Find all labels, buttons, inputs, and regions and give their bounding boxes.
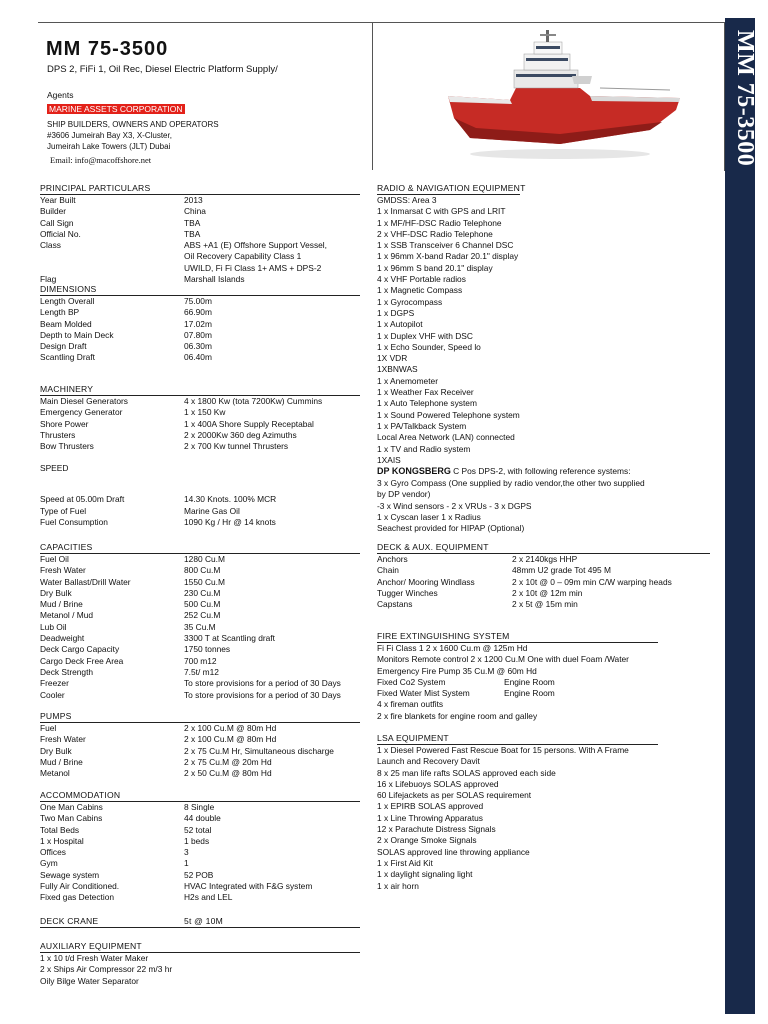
spec-label: Bow Thrusters (40, 441, 94, 452)
fire-extinguishing-section (377, 631, 710, 722)
spec-value: ABS +A1 (E) Offshore Support Vessel, (184, 240, 327, 251)
section-heading: ACCOMMODATION (40, 790, 360, 802)
spec-row (40, 263, 360, 274)
spec-label: Fixed Water Mist System (377, 688, 470, 699)
kongsberg-text: C Pos DPS-2, with following reference systems: (450, 466, 631, 477)
agent-email: Email: info@macoffshore.net (50, 155, 152, 165)
spec-value: 3300 T at Scantling draft (184, 633, 275, 644)
list-item: 1 x Weather Fax Receiver (377, 387, 474, 398)
spec-row (40, 352, 360, 363)
accommodation-rows (40, 802, 360, 904)
radio-navigation-section (377, 183, 710, 535)
spec-value: 66.90m (184, 307, 212, 318)
deck-crane-value: 5t @ 10M (184, 916, 223, 926)
spec-row (40, 802, 360, 813)
principal-particulars-section (40, 183, 360, 285)
list-item: 1 x Inmarsat C with GPS and LRIT (377, 206, 506, 217)
list-item: 1 x Cyscan laser 1 x Radius (377, 512, 481, 523)
spec-row (40, 319, 360, 330)
spec-row (40, 441, 360, 452)
deck-aux-section (377, 542, 710, 610)
spec-row (40, 746, 360, 757)
list-item: 2 x fire blankets for engine room and galley (377, 710, 538, 721)
spec-label: Thrusters (40, 429, 76, 440)
spec-row (40, 195, 360, 206)
section-heading: RADIO & NAVIGATION EQUIPMENT (377, 183, 526, 193)
spec-row (40, 240, 360, 251)
spec-value: 06.30m (184, 341, 212, 352)
spec-row (40, 565, 360, 576)
spec-label: Mud / Brine (40, 756, 83, 767)
spec-value: 1 (184, 858, 189, 869)
spec-label: Water Ballast/Drill Water (40, 576, 131, 587)
spec-row (40, 656, 360, 667)
spec-value: 2 x 10t @ 0 – 09m min C/W warping heads (512, 576, 672, 587)
spec-label: Mud / Brine (40, 599, 83, 610)
spec-label: Call Sign (40, 217, 74, 228)
spec-label: Metanol (40, 768, 70, 779)
list-item: -3 x Wind sensors - 2 x VRUs - 3 x DGPS (377, 500, 532, 511)
spec-label: Builder (40, 206, 67, 217)
spec-row (40, 667, 360, 678)
spec-value: TBA (184, 228, 201, 239)
spec-value: To store provisions for a period of 30 Days (184, 678, 341, 689)
spec-label: Deck Strength (40, 666, 94, 677)
spec-value: 8 Single (184, 802, 215, 812)
spec-value: 1 x 400A Shore Supply Receptabal (184, 418, 314, 429)
section-heading: CAPACITIES (40, 542, 360, 554)
spec-row (40, 768, 360, 779)
spec-value: H2s and LEL (184, 892, 233, 903)
spec-row (40, 723, 360, 734)
spec-label: Official No. (40, 228, 81, 239)
list-item: GMDSS: Area 3 (377, 195, 437, 205)
spec-label: Fully Air Conditioned. (40, 881, 120, 892)
capacities-section (40, 542, 360, 701)
spec-label: Metanol / Mud (40, 610, 94, 621)
spec-row (377, 577, 710, 588)
spec-label: Length Overall (40, 296, 95, 306)
list-item: 1 x Auto Telephone system (377, 398, 477, 409)
list-item: SOLAS approved line throwing appliance (377, 846, 530, 857)
spec-value: 52 total (184, 824, 212, 835)
spec-label: Main Diesel Generators (40, 396, 128, 406)
spec-row (40, 599, 360, 610)
list-item: Oily Bilge Water Separator (40, 975, 139, 986)
spec-value: 2 x 700 Kw tunnel Thrusters (184, 441, 289, 452)
spec-label: Lub Oil (40, 621, 67, 632)
spec-label (40, 263, 184, 274)
spec-row (40, 622, 360, 633)
document-subtitle: DPS 2, FiFi 1, Oil Rec, Diesel Electric Platform Supply/ (47, 64, 278, 75)
spec-value: 7.5t/ m12 (184, 666, 219, 677)
spec-row (377, 554, 710, 565)
spec-value: 44 double (184, 813, 221, 824)
agent-company-name: MARINE ASSETS CORPORATION (49, 104, 183, 114)
spec-value: 3 (184, 847, 189, 858)
section-heading: MACHINERY (40, 384, 360, 396)
spec-value: 2 x 75 Cu.M Hr, Simultaneous discharge (184, 745, 334, 756)
spec-row (377, 599, 710, 610)
section-heading: LSA EQUIPMENT (377, 733, 658, 745)
spec-value: 2 x 75 Cu.M @ 20m Hd (184, 756, 272, 767)
spec-row (40, 296, 360, 307)
spec-row (40, 825, 360, 836)
spec-label: Beam Molded (40, 318, 92, 329)
list-item: 2 x Orange Smoke Signals (377, 835, 477, 846)
section-heading: DECK & AUX. EQUIPMENT (377, 542, 710, 554)
spec-row (40, 229, 360, 240)
spec-value: 1280 Cu.M (184, 554, 225, 564)
spec-row (40, 881, 360, 892)
spec-value: 2 x 10t @ 12m min (512, 587, 583, 598)
spec-label: Speed at 05.00m Draft (40, 494, 125, 505)
spec-row (40, 396, 360, 407)
spec-label: Anchors (377, 554, 408, 564)
spec-value: 07.80m (184, 329, 212, 340)
list-item: by DP vendor) (377, 489, 431, 500)
list-item: 1 x Line Throwing Apparatus (377, 812, 483, 823)
fire-items (377, 643, 710, 677)
kongsberg-label: DP KONGSBERG (377, 466, 451, 477)
spec-row (40, 858, 360, 869)
list-item: 1 x Duplex VHF with DSC (377, 330, 473, 341)
spec-value: 17.02m (184, 318, 212, 329)
pumps-section (40, 711, 360, 779)
list-item: 3 x Gyro Compass (One supplied by radio vendor,the other two supplied (377, 478, 645, 489)
accommodation-section (40, 790, 360, 904)
spec-value: 14.30 Knots. 100% MCR (184, 494, 277, 505)
ship-illustration (440, 26, 690, 162)
spec-value: 75.00m (184, 296, 212, 306)
list-item: 1 x Gyrocompass (377, 296, 443, 307)
spec-value: China (184, 206, 206, 217)
spec-label: Type of Fuel (40, 505, 87, 516)
spec-label: Two Man Cabins (40, 813, 103, 824)
list-item: 1XBNWAS (377, 364, 418, 375)
spec-label: Fresh Water (40, 734, 86, 745)
auxiliary-items (40, 953, 360, 987)
spec-label: Fuel Oil (40, 554, 69, 564)
spec-row (40, 633, 360, 644)
section-heading: SPEED (40, 463, 69, 473)
list-item: 60 Lifejackets as per SOLAS requirement (377, 790, 532, 801)
spec-label: Fuel Consumption (40, 516, 108, 527)
spec-value: 4 x 1800 Kw (tota 7200Kw) Cummins (184, 396, 323, 406)
spec-row (40, 218, 360, 229)
list-item: 8 x 25 man life rafts SOLAS approved each side (377, 767, 556, 778)
list-item: 12 x Parachute Distress Signals (377, 824, 496, 835)
spec-value: 52 POB (184, 869, 214, 880)
list-item: 1 x Echo Sounder, Speed lo (377, 341, 481, 352)
spec-label: Dry Bulk (40, 745, 72, 756)
kongsberg-line (377, 466, 710, 478)
dimensions-rows (40, 296, 360, 364)
list-item: 2 x Ships Air Compressor 22 m/3 hr (40, 964, 173, 975)
spec-row (40, 251, 360, 262)
spec-value: 2 x 2000Kw 360 deg Azimuths (184, 429, 297, 440)
list-item: 1 x DGPS (377, 307, 415, 318)
spec-row (40, 577, 360, 588)
spec-value: Engine Room (504, 676, 555, 687)
section-heading: PRINCIPAL PARTICULARS (40, 183, 360, 195)
speed-section (40, 463, 360, 528)
spec-label: Depth to Main Deck (40, 329, 114, 340)
spec-row (40, 870, 360, 881)
spec-label: Cargo Deck Free Area (40, 655, 124, 666)
list-item: 1 x First Aid Kit (377, 857, 433, 868)
spec-value: Oil Recovery Capability Class 1 (184, 251, 302, 262)
spec-row (40, 734, 360, 745)
lsa-items (377, 745, 710, 892)
machinery-rows (40, 396, 360, 452)
spec-value: 500 Cu.M (184, 599, 221, 610)
spec-value: 1090 Kg / Hr @ 14 knots (184, 516, 276, 527)
spec-label: Chain (377, 565, 399, 576)
spec-row (40, 554, 360, 565)
spec-value: Marine Gas Oil (184, 505, 240, 516)
list-item: 1X VDR (377, 353, 408, 364)
list-item: 1 x daylight signaling light (377, 869, 473, 880)
spec-value: TBA (184, 217, 201, 228)
list-item: 1 x Autopilot (377, 319, 423, 330)
section-heading: FIRE EXTINGUISHING SYSTEM (377, 631, 658, 643)
list-item: 1 x EPIRB SOLAS approved (377, 801, 484, 812)
deck-crane-label: DECK CRANE (40, 916, 99, 926)
spec-row (40, 588, 360, 599)
spec-row (40, 644, 360, 655)
spec-value: 2 x 100 Cu.M @ 80m Hd (184, 723, 277, 733)
spec-value: 2 x 5t @ 15m min (512, 599, 578, 610)
list-item: 1 x 96mm X-band Radar 20.1" display (377, 251, 519, 262)
spec-label: Shore Power (40, 418, 89, 429)
deck-crane-section (40, 916, 360, 928)
spec-value: 06.40m (184, 352, 212, 363)
list-item: 1 x SSB Transceiver 6 Channel DSC (377, 240, 514, 251)
spec-label: Deadweight (40, 633, 85, 644)
list-item: 4 x VHF Portable radios (377, 274, 466, 285)
document-title: MM 75-3500 (46, 38, 169, 60)
spec-row (40, 517, 360, 528)
spec-label: Freezer (40, 678, 69, 689)
spec-row (40, 757, 360, 768)
spec-label (40, 251, 184, 262)
list-item: 1 x Diesel Powered Fast Rescue Boat for 15 persons. With A Frame (377, 745, 629, 755)
spec-row (377, 688, 710, 699)
spec-row (40, 892, 360, 903)
spec-label: Class (40, 240, 61, 251)
list-item: Fi Fi Class 1 2 x 1600 Cu.m @ 125m Hd (377, 643, 528, 653)
spec-value: Engine Room (504, 688, 555, 699)
spec-row (40, 206, 360, 217)
spec-label: Deck Cargo Capacity (40, 644, 120, 655)
spec-row (40, 330, 360, 341)
spec-row (377, 565, 710, 576)
spec-value: 1 beds (184, 835, 210, 846)
spec-label: Gym (40, 858, 58, 869)
spec-row (377, 588, 710, 599)
spec-label: Design Draft (40, 341, 87, 352)
list-item: 2 x VHF-DSC Radio Telephone (377, 228, 493, 239)
list-item: 1 x Magnetic Compass (377, 285, 463, 296)
spec-label: Sewage system (40, 869, 100, 880)
deck-crane-row (40, 916, 360, 928)
spec-value: 2 x 2140kgs HHP (512, 554, 578, 564)
fire-items-extra (377, 699, 710, 722)
section-heading: PUMPS (40, 711, 360, 723)
spec-label: Capstans (377, 599, 413, 610)
spec-label: One Man Cabins (40, 802, 103, 812)
fire-rows (377, 677, 710, 700)
spec-label: Fresh Water (40, 565, 86, 576)
spec-label: Fixed Co2 System (377, 676, 446, 687)
spec-row (40, 494, 360, 505)
spec-label: Fixed gas Detection (40, 892, 115, 903)
spec-row (40, 690, 360, 701)
speed-rows (40, 494, 360, 528)
auxiliary-section (40, 941, 360, 987)
section-heading: DIMENSIONS (40, 284, 360, 296)
spec-row (40, 419, 360, 430)
spec-row (40, 610, 360, 621)
agents-label: Agents (47, 90, 74, 100)
lsa-equipment-section (377, 733, 710, 892)
list-item: 1 x TV and Radio system (377, 443, 471, 454)
list-item: 1 x 96mm S band 20.1" display (377, 262, 493, 273)
spec-value: 700 m12 (184, 655, 217, 666)
list-item: 1 x MF/HF-DSC Radio Telephone (377, 217, 502, 228)
spec-row (40, 506, 360, 517)
radio-items (377, 195, 710, 466)
spec-label: Dry Bulk (40, 587, 72, 598)
dp-items (377, 478, 710, 534)
agent-line: #3606 Jumeirah Bay X3, X-Cluster, (47, 131, 172, 140)
header-divider (372, 22, 373, 170)
spec-row (40, 836, 360, 847)
spec-value: 2 x 50 Cu.M @ 80m Hd (184, 768, 272, 779)
spec-row (40, 678, 360, 689)
spec-value: 2 x 100 Cu.M @ 80m Hd (184, 734, 277, 745)
spec-row (40, 407, 360, 418)
spec-value: 800 Cu.M (184, 565, 221, 576)
spec-value: 1550 Cu.M (184, 576, 225, 587)
spec-label: Total Beds (40, 824, 80, 835)
spec-value: UWILD, Fi Fi Class 1+ AMS + DPS-2 (184, 262, 322, 273)
spec-value: 48mm U2 grade Tot 495 M (512, 565, 611, 576)
spec-label: Cooler (40, 689, 65, 700)
list-item: Local Area Network (LAN) connected (377, 432, 515, 443)
spec-row (40, 341, 360, 352)
spec-value: 1 x 150 Kw (184, 407, 226, 418)
list-item: Seachest provided for HIPAP (Optional) (377, 523, 525, 534)
pumps-rows (40, 723, 360, 779)
spec-value: 230 Cu.M (184, 587, 221, 598)
agent-line: SHIP BUILDERS, OWNERS AND OPERATORS (47, 120, 219, 129)
agent-line: Jumeirah Lake Towers (JLT) Dubai (47, 142, 171, 151)
spec-value: 252 Cu.M (184, 610, 221, 621)
side-banner (725, 18, 758, 1014)
list-item: Monitors Remote control 2 x 1200 Cu.M One with duel Foam /Water (377, 654, 629, 665)
spec-value: 1750 tonnes (184, 644, 231, 655)
spec-label: Anchor/ Mooring Windlass (377, 576, 475, 587)
machinery-section (40, 384, 360, 452)
spec-label: Length BP (40, 307, 80, 318)
section-heading: AUXILIARY EQUIPMENT (40, 941, 360, 953)
spec-value: To store provisions for a period of 30 Days (184, 689, 341, 700)
spec-label: Tugger Winches (377, 587, 438, 598)
side-banner-title: MM 75-3500 (732, 30, 758, 167)
dimensions-section (40, 284, 360, 364)
deck-aux-rows (377, 554, 710, 610)
spec-value: Marshall Islands (184, 274, 245, 285)
principal-rows (40, 195, 360, 285)
spec-value: HVAC Integrated with F&G system (184, 881, 313, 892)
spec-value: 2013 (184, 195, 203, 205)
spec-label: Offices (40, 847, 66, 858)
spec-label: Emergency Generator (40, 407, 123, 418)
list-item: 1 x Anemometer (377, 375, 438, 386)
spec-label: Fuel (40, 723, 57, 733)
spec-row (40, 307, 360, 318)
spec-label: Flag (40, 274, 57, 285)
capacities-rows (40, 554, 360, 701)
spec-label: 1 x Hospital (40, 835, 84, 846)
list-item: 1 x Sound Powered Telephone system (377, 409, 520, 420)
spec-label: Scantling Draft (40, 352, 95, 363)
spec-row (40, 430, 360, 441)
list-item: 4 x fireman outfits (377, 699, 444, 710)
list-item: 1 x 10 t/d Fresh Water Maker (40, 953, 149, 963)
list-item: 1 x air horn (377, 880, 419, 891)
spec-row (377, 677, 710, 688)
list-item: 1XAIS (377, 454, 401, 465)
spec-value: 35 Cu.M (184, 621, 216, 632)
spec-row (40, 813, 360, 824)
list-item: Launch and Recovery Davit (377, 756, 480, 767)
spec-row (40, 847, 360, 858)
spec-label: Year Built (40, 195, 76, 205)
list-item: Emergency Fire Pump 35 Cu.M @ 60m Hd (377, 665, 537, 676)
list-item: 1 x PA/Talkback System (377, 420, 467, 431)
list-item: 16 x Lifebuoys SOLAS approved (377, 778, 499, 789)
